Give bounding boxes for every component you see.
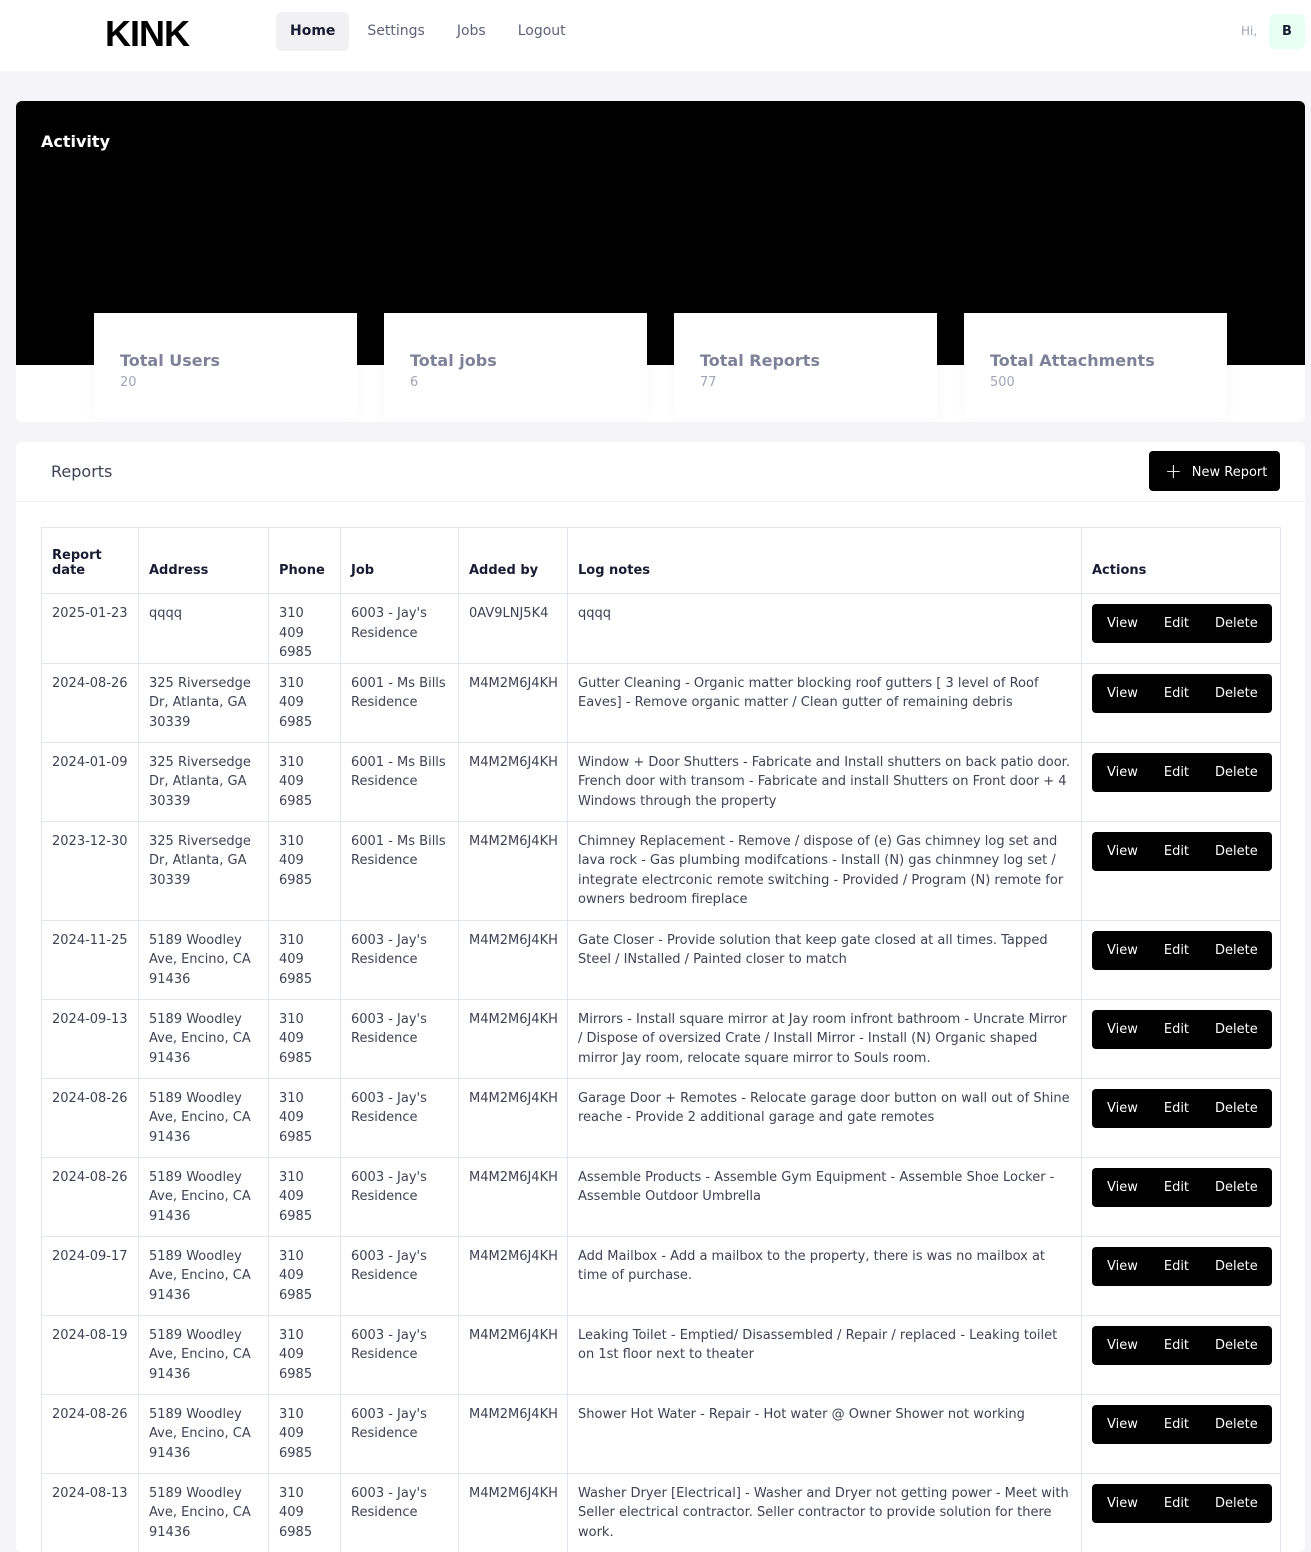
log-notes-cell: Assemble Products - Assemble Gym Equipment - Assemble Shoe Locker - Assemble Outdoor Umbrella: [568, 1157, 1082, 1236]
actions-cell: [1082, 920, 1281, 999]
delete-button[interactable]: Delete: [1202, 832, 1272, 871]
address-cell: 5189 Woodley Ave, Encino, CA 91436: [139, 1236, 269, 1315]
delete-button[interactable]: Delete: [1202, 674, 1272, 713]
actions-cell: [1082, 1078, 1281, 1157]
view-button[interactable]: View: [1092, 674, 1151, 713]
address-cell: 325 Riversedge Dr, Atlanta, GA 30339: [139, 742, 269, 821]
col-added-by[interactable]: Added by: [459, 528, 568, 594]
delete-button[interactable]: Delete: [1202, 604, 1272, 643]
added-by-cell: M4M2M6J4KH: [459, 663, 568, 742]
added-by-cell: M4M2M6J4KH: [459, 999, 568, 1078]
table-header-row: [42, 528, 1281, 594]
phone-cell: 310 409 6985: [269, 821, 341, 920]
edit-button[interactable]: Edit: [1151, 931, 1202, 970]
user-avatar[interactable]: B: [1269, 14, 1305, 49]
delete-button[interactable]: Delete: [1202, 1010, 1272, 1049]
job-cell: 6003 - Jay's Residence: [341, 1078, 459, 1157]
row-actions-group: [1092, 832, 1272, 871]
row-actions-group: [1092, 604, 1272, 643]
job-cell: 6003 - Jay's Residence: [341, 1394, 459, 1473]
address-cell: 5189 Woodley Ave, Encino, CA 91436: [139, 999, 269, 1078]
address-cell: 5189 Woodley Ave, Encino, CA 91436: [139, 920, 269, 999]
table-row: [42, 742, 1281, 821]
phone-cell: 310 409 6985: [269, 1315, 341, 1394]
stat-label: Total jobs: [410, 351, 497, 370]
row-actions-group: [1092, 1010, 1272, 1049]
edit-button[interactable]: Edit: [1151, 1089, 1202, 1128]
nav-logout[interactable]: Logout: [504, 12, 580, 51]
user-greeting: Hi,: [1241, 24, 1257, 38]
report-date-cell: 2024-09-17: [42, 1236, 139, 1315]
stat-total-reports: [674, 313, 937, 418]
nav-settings[interactable]: Settings: [353, 12, 438, 51]
nav-home[interactable]: Home: [276, 12, 349, 51]
address-cell: 5189 Woodley Ave, Encino, CA 91436: [139, 1157, 269, 1236]
report-date-cell: 2024-11-25: [42, 920, 139, 999]
added-by-cell: M4M2M6J4KH: [459, 1473, 568, 1552]
log-notes-cell: Mirrors - Install square mirror at Jay room infront bathroom - Uncrate Mirror / Dispose of oversized Crate / Install Mirror - Install (N) Organic shaped mirror Jay room, relocate square mirror to Souls room.: [568, 999, 1082, 1078]
actions-cell: [1082, 663, 1281, 742]
report-date-cell: 2024-08-26: [42, 1157, 139, 1236]
log-notes-cell: Washer Dryer [Electrical] - Washer and Dryer not getting power - Meet with Seller electrical contractor. Seller contractor to provide solution for there work.: [568, 1473, 1082, 1552]
top-header: [0, 0, 1311, 71]
main-nav: [276, 12, 584, 51]
row-actions-group: [1092, 674, 1272, 713]
actions-cell: [1082, 594, 1281, 664]
edit-button[interactable]: Edit: [1151, 753, 1202, 792]
job-cell: 6003 - Jay's Residence: [341, 999, 459, 1078]
actions-cell: [1082, 742, 1281, 821]
report-date-cell: 2024-08-13: [42, 1473, 139, 1552]
log-notes-cell: Chimney Replacement - Remove / dispose of (e) Gas chimney log set and lava rock - Gas plumbing modifcations - Install (N) gas chinmney log set / integrate electrconic remote switching - Provided / Program (N) remote for owners bedroom fireplace: [568, 821, 1082, 920]
view-button[interactable]: View: [1092, 1168, 1151, 1207]
address-cell: 5189 Woodley Ave, Encino, CA 91436: [139, 1394, 269, 1473]
job-cell: 6001 - Ms Bills Residence: [341, 742, 459, 821]
reports-header: [16, 442, 1305, 502]
activity-card: [16, 101, 1305, 422]
view-button[interactable]: View: [1092, 1247, 1151, 1286]
added-by-cell: M4M2M6J4KH: [459, 1078, 568, 1157]
delete-button[interactable]: Delete: [1202, 1484, 1272, 1523]
delete-button[interactable]: Delete: [1202, 1089, 1272, 1128]
log-notes-cell: Shower Hot Water - Repair - Hot water @ Owner Shower not working: [568, 1394, 1082, 1473]
row-actions-group: [1092, 931, 1272, 970]
view-button[interactable]: View: [1092, 1010, 1151, 1049]
report-date-cell: 2024-08-26: [42, 1394, 139, 1473]
stat-value: 500: [990, 375, 1015, 390]
edit-button[interactable]: Edit: [1151, 604, 1202, 643]
log-notes-cell: Leaking Toilet - Emptied/ Disassembled / Repair / replaced - Leaking toilet on 1st floor next to theater: [568, 1315, 1082, 1394]
stat-total-users: [94, 313, 357, 418]
log-notes-cell: Garage Door + Remotes - Relocate garage door button on wall out of Shine reache - Provide 2 additional garage and gate remotes: [568, 1078, 1082, 1157]
edit-button[interactable]: Edit: [1151, 674, 1202, 713]
added-by-cell: M4M2M6J4KH: [459, 920, 568, 999]
phone-cell: 310 409 6985: [269, 594, 341, 664]
phone-cell: 310 409 6985: [269, 1394, 341, 1473]
job-cell: 6003 - Jay's Residence: [341, 920, 459, 999]
table-row: [42, 920, 1281, 999]
table-row: [42, 1078, 1281, 1157]
job-cell: 6003 - Jay's Residence: [341, 1236, 459, 1315]
report-date-cell: 2025-01-23: [42, 594, 139, 664]
nav-jobs[interactable]: Jobs: [443, 12, 500, 51]
plus-icon: +: [1165, 451, 1182, 491]
view-button[interactable]: View: [1092, 1326, 1151, 1365]
col-job[interactable]: Job: [341, 528, 459, 594]
report-date-cell: 2024-01-09: [42, 742, 139, 821]
actions-cell: [1082, 1157, 1281, 1236]
stat-label: Total Users: [120, 351, 220, 370]
edit-button[interactable]: Edit: [1151, 832, 1202, 871]
delete-button[interactable]: Delete: [1202, 931, 1272, 970]
phone-cell: 310 409 6985: [269, 1473, 341, 1552]
phone-cell: 310 409 6985: [269, 1078, 341, 1157]
address-cell: 5189 Woodley Ave, Encino, CA 91436: [139, 1473, 269, 1552]
delete-button[interactable]: Delete: [1202, 1247, 1272, 1286]
col-log-notes[interactable]: Log notes: [568, 528, 1082, 594]
row-actions-group: [1092, 1326, 1272, 1365]
stat-total-attachments: [964, 313, 1227, 418]
job-cell: 6003 - Jay's Residence: [341, 1473, 459, 1552]
new-report-label: New Report: [1192, 465, 1268, 480]
job-cell: 6003 - Jay's Residence: [341, 1315, 459, 1394]
stat-value: 77: [700, 375, 717, 390]
log-notes-cell: Window + Door Shutters - Fabricate and Install shutters on back patio door. French door with transom - Fabricate and install Shutters on Front door + 4 Windows through the property: [568, 742, 1082, 821]
delete-button[interactable]: Delete: [1202, 1168, 1272, 1207]
table-row: [42, 1473, 1281, 1552]
view-button[interactable]: View: [1092, 604, 1151, 643]
view-button[interactable]: View: [1092, 1089, 1151, 1128]
stat-label: Total Reports: [700, 351, 820, 370]
row-actions-group: [1092, 1247, 1272, 1286]
report-date-cell: 2024-08-19: [42, 1315, 139, 1394]
row-actions-group: [1092, 1089, 1272, 1128]
edit-button[interactable]: Edit: [1151, 1326, 1202, 1365]
address-cell: 325 Riversedge Dr, Atlanta, GA 30339: [139, 663, 269, 742]
actions-cell: [1082, 1315, 1281, 1394]
new-report-button[interactable]: [1149, 451, 1280, 491]
phone-cell: 310 409 6985: [269, 742, 341, 821]
added-by-cell: 0AV9LNJ5K4: [459, 594, 568, 664]
row-actions-group: [1092, 753, 1272, 792]
table-row: [42, 663, 1281, 742]
report-date-cell: 2024-08-26: [42, 1078, 139, 1157]
report-date-cell: 2024-09-13: [42, 999, 139, 1078]
phone-cell: 310 409 6985: [269, 920, 341, 999]
activity-title: Activity: [41, 132, 110, 151]
delete-button[interactable]: Delete: [1202, 1326, 1272, 1365]
view-button[interactable]: View: [1092, 1484, 1151, 1523]
job-cell: 6001 - Ms Bills Residence: [341, 821, 459, 920]
reports-table-body: [42, 594, 1281, 1552]
actions-cell: [1082, 1473, 1281, 1552]
reports-title: Reports: [51, 462, 112, 481]
address-cell: 325 Riversedge Dr, Atlanta, GA 30339: [139, 821, 269, 920]
phone-cell: 310 409 6985: [269, 999, 341, 1078]
reports-card: [16, 442, 1305, 1552]
edit-button[interactable]: Edit: [1151, 1484, 1202, 1523]
delete-button[interactable]: Delete: [1202, 1405, 1272, 1444]
actions-cell: [1082, 1394, 1281, 1473]
log-notes-cell: Gate Closer - Provide solution that keep gate closed at all times. Tapped Steel / INstalled / Painted closer to match: [568, 920, 1082, 999]
col-report-date[interactable]: Report date: [42, 528, 139, 594]
edit-button[interactable]: Edit: [1151, 1247, 1202, 1286]
added-by-cell: M4M2M6J4KH: [459, 1315, 568, 1394]
stat-value: 6: [410, 375, 418, 390]
phone-cell: 310 409 6985: [269, 1157, 341, 1236]
table-row: [42, 999, 1281, 1078]
log-notes-cell: qqqq: [568, 594, 1082, 664]
table-row: [42, 1315, 1281, 1394]
added-by-cell: M4M2M6J4KH: [459, 821, 568, 920]
stat-total-jobs: [384, 313, 647, 418]
phone-cell: 310 409 6985: [269, 663, 341, 742]
col-phone[interactable]: Phone: [269, 528, 341, 594]
report-date-cell: 2024-08-26: [42, 663, 139, 742]
added-by-cell: M4M2M6J4KH: [459, 742, 568, 821]
added-by-cell: M4M2M6J4KH: [459, 1236, 568, 1315]
row-actions-group: [1092, 1168, 1272, 1207]
actions-cell: [1082, 1236, 1281, 1315]
stat-value: 20: [120, 375, 137, 390]
added-by-cell: M4M2M6J4KH: [459, 1157, 568, 1236]
stat-label: Total Attachments: [990, 351, 1155, 370]
log-notes-cell: Add Mailbox - Add a mailbox to the property, there is was no mailbox at time of purchase.: [568, 1236, 1082, 1315]
view-button[interactable]: View: [1092, 832, 1151, 871]
actions-cell: [1082, 821, 1281, 920]
row-actions-group: [1092, 1484, 1272, 1523]
col-address[interactable]: Address: [139, 528, 269, 594]
address-cell: qqqq: [139, 594, 269, 664]
actions-cell: [1082, 999, 1281, 1078]
address-cell: 5189 Woodley Ave, Encino, CA 91436: [139, 1078, 269, 1157]
table-row: [42, 1157, 1281, 1236]
edit-button[interactable]: Edit: [1151, 1405, 1202, 1444]
view-button[interactable]: View: [1092, 1405, 1151, 1444]
view-button[interactable]: View: [1092, 753, 1151, 792]
reports-table: [41, 527, 1281, 1552]
col-actions: Actions: [1082, 528, 1281, 594]
svg-text:KINK: KINK: [105, 13, 190, 50]
kink-logo[interactable]: [105, 12, 191, 50]
table-row: [42, 1236, 1281, 1315]
log-notes-cell: Gutter Cleaning - Organic matter blocking roof gutters [ 3 level of Roof Eaves] - Remove organic matter / Clean gutter of remaining debris: [568, 663, 1082, 742]
view-button[interactable]: View: [1092, 931, 1151, 970]
table-row: [42, 1394, 1281, 1473]
job-cell: 6003 - Jay's Residence: [341, 594, 459, 664]
added-by-cell: M4M2M6J4KH: [459, 1394, 568, 1473]
phone-cell: 310 409 6985: [269, 1236, 341, 1315]
address-cell: 5189 Woodley Ave, Encino, CA 91436: [139, 1315, 269, 1394]
job-cell: 6001 - Ms Bills Residence: [341, 663, 459, 742]
row-actions-group: [1092, 1405, 1272, 1444]
report-date-cell: 2023-12-30: [42, 821, 139, 920]
edit-button[interactable]: Edit: [1151, 1168, 1202, 1207]
table-row: [42, 594, 1281, 664]
job-cell: 6003 - Jay's Residence: [341, 1157, 459, 1236]
table-row: [42, 821, 1281, 920]
edit-button[interactable]: Edit: [1151, 1010, 1202, 1049]
delete-button[interactable]: Delete: [1202, 753, 1272, 792]
